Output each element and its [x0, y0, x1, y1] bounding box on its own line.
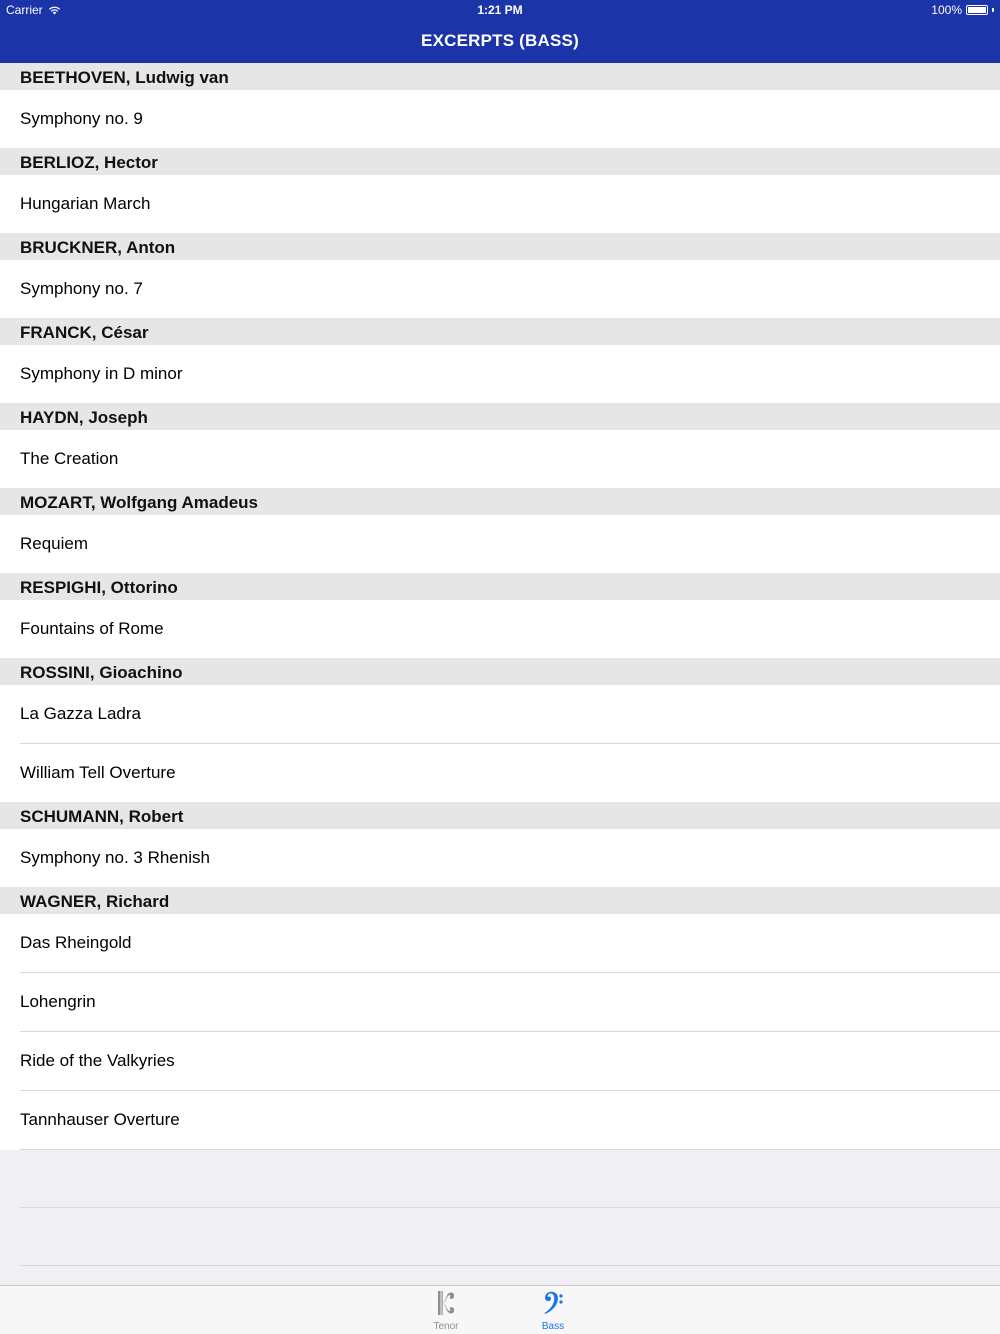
carrier-label: Carrier	[6, 3, 43, 17]
empty-table-area	[0, 1150, 1000, 1266]
list-item[interactable]: Symphony no. 3 Rhenish	[0, 829, 1000, 887]
list-item[interactable]: Symphony no. 7	[0, 260, 1000, 318]
list-item[interactable]: The Creation	[0, 430, 1000, 488]
list-item[interactable]: William Tell Overture	[0, 744, 1000, 802]
section-header: HAYDN, Joseph	[0, 403, 1000, 430]
section-header: BERLIOZ, Hector	[0, 148, 1000, 175]
section-header: SCHUMANN, Robert	[0, 802, 1000, 829]
list-item[interactable]: La Gazza Ladra	[0, 685, 1000, 744]
list-item[interactable]: Das Rheingold	[0, 914, 1000, 973]
status-bar	[0, 0, 1000, 20]
tab-tenor[interactable]	[416, 1290, 476, 1332]
list-item[interactable]: Symphony no. 9	[0, 90, 1000, 148]
bass-clef-icon	[523, 1290, 583, 1318]
section-header: RESPIGHI, Ottorino	[0, 573, 1000, 600]
tab-bass-label: Bass	[541, 1321, 565, 1332]
page-title: EXCERPTS (BASS)	[421, 31, 579, 50]
excerpt-list	[0, 63, 1000, 1266]
navigation-bar	[0, 0, 1000, 63]
battery-percent: 100%	[931, 3, 962, 17]
tenor-clef-icon	[416, 1290, 476, 1318]
tab-bar	[0, 1285, 1000, 1334]
list-item[interactable]: Ride of the Valkyries	[0, 1032, 1000, 1091]
section-header: ROSSINI, Gioachino	[0, 658, 1000, 685]
section-header: MOZART, Wolfgang Amadeus	[0, 488, 1000, 515]
battery-icon	[966, 5, 988, 15]
empty-row-separator	[20, 1150, 1000, 1208]
empty-row-separator	[20, 1208, 1000, 1266]
status-time: 1:21 PM	[477, 3, 523, 17]
list-item[interactable]: Lohengrin	[0, 973, 1000, 1032]
tab-tenor-label: Tenor	[433, 1321, 459, 1332]
section-header: BEETHOVEN, Ludwig van	[0, 63, 1000, 90]
section-header: BRUCKNER, Anton	[0, 233, 1000, 260]
battery-info	[931, 3, 994, 17]
battery-tip-icon	[992, 8, 994, 12]
tab-bass[interactable]	[523, 1290, 583, 1332]
section-header: WAGNER, Richard	[0, 887, 1000, 914]
list-item[interactable]: Symphony in D minor	[0, 345, 1000, 403]
section-header: FRANCK, César	[0, 318, 1000, 345]
list-item[interactable]: Hungarian March	[0, 175, 1000, 233]
list-item[interactable]: Fountains of Rome	[0, 600, 1000, 658]
list-item[interactable]: Requiem	[0, 515, 1000, 573]
list-item[interactable]: Tannhauser Overture	[0, 1091, 1000, 1150]
